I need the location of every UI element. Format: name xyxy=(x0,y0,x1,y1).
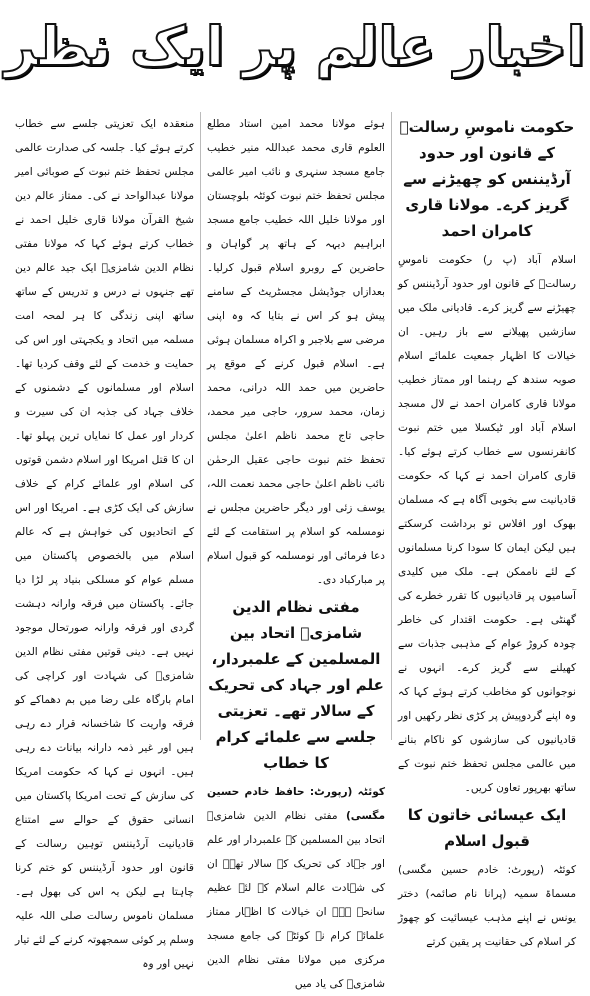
article-body-shamzai xyxy=(207,780,385,996)
byline: کوئٹہ (رپورٹ: حافظ خادم حسین مگسی) xyxy=(207,786,385,822)
article-body-shamzai-continued: منعقدہ ایک تعزیتی جلسے سے خطاب کرتے ہوئے کیا۔ جلسہ کی صدارت عالمی مجلس تحفظ ختم نبوت کے صوبائی امیر مولانا عبدالواحد نے کی۔ ممتاز عالم دین شیخ القرآن مولانا قاری خلیل احمد نے خطاب کرتے ہوئے کہا کہ مولانا مفتی نظام الدین شامزیؒ ایک جید عالم دین تھے جنہوں نے درس و تدریس کے ساتھ ساتھ اپنی زندگی کا ہر لمحہ امت مسلمہ میں اتحاد و یکجہتی اور اس کی حمایت و خدمت کے لئے وقف کردیا تھا۔ اسلام اور مسلمانوں کے دشمنوں کے خلاف جہاد کی جذبہ ان کی سیرت و کردار اور عمل کا نمایاں ترین پہلو تھا۔ ان کا قتل امریکا اور اسلام دشمن قوتوں کی اسلام اور علمائے کرام کے خلاف سازش کی ایک کڑی ہے۔ امریکا اور اس کے اتحادیوں کی خواہش ہے کہ عالم اسلام میں بالخصوص پاکستان میں مسلم عوام کو مسلکی بنیاد پر لڑا دیا جائے۔ پاکستان میں فرقہ وارانہ دہشت گردی اور فرقہ وارانہ صورتحال موجود نہیں ہے۔ دینی قوتیں مفتی نظام الدین شامزیؒ کی شہادت اور کراچی کی امام بارگاہ علی رضا میں بم دھماکے کو فرقہ واریت کا شاخسانہ قرار دے رہی ہیں اور غیر ذمہ دارانہ بیانات دے رہی ہیں۔ انہوں نے کہا کہ حکومت امریکا کی سازش کے تحت امریکا پاکستان میں انسانی حقوق کے حوالے سے امتناع قادیانیت آرڈیننس توہین رسالت کے قانون اور حدود آرڈیننس کو ختم کرنا چاہتا ہے لیکن یہ اس کی بھول ہے۔ مسلمان ناموس رسالت صلی اللہ علیہ وسلم پر کوئی سمجھوتہ کرنے کے لئے تیار نہیں اور وہ xyxy=(15,118,194,970)
column-right xyxy=(391,112,582,948)
article-body-continued: ہوئے مولانا محمد امین استاد مطلع العلوم قاری محمد عبداللہ منیر خطیب جامع مسجد سنہری و نائب امیر عالمی مجلس تحفظ ختم نبوت کوئٹہ بلوچستان اور مولانا خلیل اللہ خطیب جامع مسجد ابراہیم دیہہ کے ہاتھ پر گواہان و حاضرین کے روبرو اسلام قبول کرلیا۔ بعدازاں جوڈیشل مجسٹریٹ کے سامنے پیش ہو کر اس نے بتایا کہ وہ اپنی مرضی سے بلاجبر و اکراہ مسلمان ہوئی ہے۔ اسلام قبول کرنے کے موقع پر حاضرین میں حمد اللہ درانی، محمد زمان، محمد سرور، حاجی میر محمد، حاجی تاج محمد ناظم اعلیٰ مجلس تحفظ ختم نبوت حاجی عقیل الرحمٰن نائب ناظم اعلیٰ حاجی محمد نعمت اللہ، یوسف زئی اور دیگر حاضرین مجلس نے نومسلمہ کو اسلام پر استقامت کے لئے دعا فرمائی اور نومسلمہ کو قبول اسلام پر مبارکباد دی۔ xyxy=(207,118,385,586)
article-text-shamzai: مفتی نظام الدین شامزیؒ اتحاد بین المسلمین کے علمبردار اور علم اور جہاد کی تحریک کے سالار تھے۔ ان کی شہادت عالم اسلام کے لئے عظیم سانحہ ہے۔ ان خیالات کا اظہار ممتاز علمائے کرام نے کوئٹہ کی جامع مسجد مرکزی میں مولانا مفتی نظام الدین شامزیؒ کی یاد میں xyxy=(207,810,385,990)
article-body-christian-woman: کوئٹہ (رپورٹ: خادم حسین مگسی) مسماۃ سمیہ (پرانا نام صائمہ) دختر یونس نے اپنے مذہب عیسائیت کو چھوڑ کر اسلام کی حقانیت پر یقین کرتے xyxy=(398,864,576,948)
article-columns xyxy=(8,112,582,990)
article-body-namoos-risalat: اسلام آباد (پ ر) حکومت ناموسِ رسالتؐ کے قانون اور حدود آرڈیننس کو چھیڑنے سے گریز کرے۔ قادیانی ملک میں سازشیں پھیلانے سے باز رہیں۔ ان خیالات کا اظہار جمعیت علمائے اسلام صوبہ سندھ کے رہنما اور ممتاز خطیب مولانا قاری کامران احمد نے لال مسجد اسلام آباد اور ٹیکسلا میں ختم نبوت کانفرنسوں سے خطاب کرتے ہوئے کیا۔ قاری کامران احمد نے کہا کہ حکومت قادیانیت سے بخوبی آگاہ ہے کہ مسلمان بھوک اور افلاس تو برداشت کرسکتے ہیں لیکن ایمان کا سودا کرنا مسلمانوں کے لئے ناممکن ہے۔ ملک میں کلیدی آسامیوں پر قادیانیوں کا تقرر خطرے کی گھنٹی ہے۔ حکومت اقتدار کی خاطر چودہ کروڑ عوام کے مذہبی جذبات سے کھیلنے سے گریز کرے۔ انہوں نے نوجوانوں کو مخاطب کرتے ہوئے کہا کہ وہ اپنے گردوپیش پر کڑی نظر رکھیں اور قادیانیوں کی سازشوں کو ناکام بنانے میں عالمی مجلس تحفظ ختم نبوت کے ساتھ بھرپور تعاون کریں۔ xyxy=(398,254,576,794)
column-middle xyxy=(200,112,391,990)
column-left xyxy=(9,112,200,970)
headline-shamzai: مفتی نظام الدین شامزیؒ اتحاد بین المسلمین کے علمبردار، علم اور جہاد کی تحریک کے سالار تھے۔ تعزیتی جلسے سے علمائے کرام کا خطاب xyxy=(208,598,384,772)
headline-christian-woman: ایک عیسائی خاتون کا قبول اسلام xyxy=(407,806,567,850)
masthead-title: اخبار عالم پر ایک نظر xyxy=(4,14,586,78)
masthead xyxy=(0,0,590,100)
headline-namoos-risalat: حکومت ناموسِ رسالتؐ کے قانون اور حدود آرڈیننس کو چھیڑنے سے گریز کرے۔ مولانا قاری کامران احمد xyxy=(399,118,575,240)
